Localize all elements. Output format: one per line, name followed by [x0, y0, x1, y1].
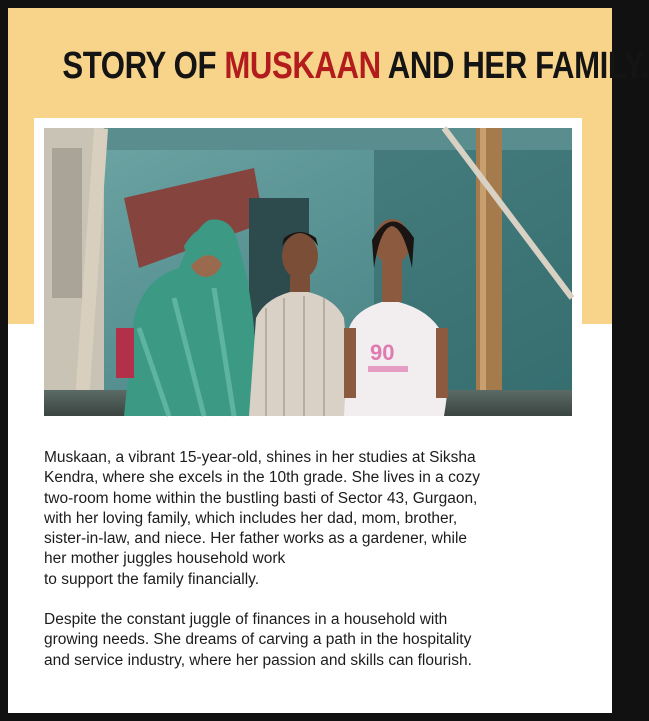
story-paragraph-2: [44, 610, 584, 671]
text-line: her mother juggles household work: [44, 550, 286, 568]
text-line: Kendra, where she excels in the 10th grade. She lives in a cozy: [44, 469, 480, 487]
text-line: Muskaan, a vibrant 15-year-old, shines in her studies at Siksha: [44, 449, 476, 466]
title-prefix: STORY OF: [62, 45, 225, 87]
text-line: two-room home within the bustling basti of Sector 43, Gurgaon,: [44, 489, 478, 507]
page-title: [62, 42, 649, 90]
text-line: with her loving family, which includes her dad, mom, brother,: [44, 509, 458, 527]
story-paragraph-1: [44, 448, 584, 590]
title-suffix: AND HER FAMILY.: [380, 45, 649, 87]
title-highlight-name: MUSKAAN: [224, 45, 381, 87]
story-card: [8, 8, 649, 713]
photo-frame: [34, 118, 582, 426]
text-line: and service industry, where her passion and skills can flourish.: [44, 651, 472, 669]
svg-text:90: 90: [370, 340, 395, 365]
text-line: Despite the constant juggle of finances in a household with: [44, 611, 448, 629]
story-text: [44, 448, 584, 671]
text-line: growing needs. She dreams of carving a path in the hospitality: [44, 631, 472, 649]
family-photo: [44, 128, 572, 416]
text-line: to support the family financially.: [44, 570, 260, 588]
text-line: sister-in-law, and niece. Her father works as a gardener, while: [44, 530, 468, 548]
